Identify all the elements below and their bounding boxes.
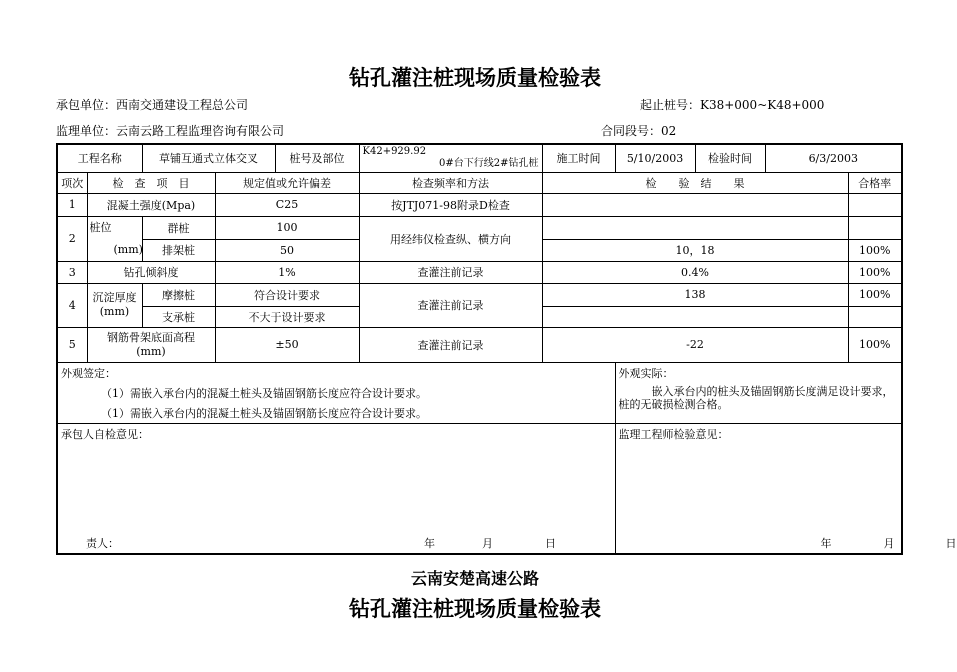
location-stake: K42+929.92: [362, 146, 427, 158]
supervisor-day: 日: [945, 537, 957, 550]
row-spec: ±50: [215, 327, 359, 362]
row-no: 1: [57, 193, 87, 216]
table-row: [57, 193, 902, 216]
row-item-unit: (mm): [99, 305, 130, 318]
row-method: 用经纬仪检查纵、横方向: [359, 216, 542, 261]
row-result: 10，18: [542, 240, 848, 261]
row-rate: [848, 306, 902, 327]
row-item: [87, 216, 142, 261]
supervisor-opinion: [615, 423, 957, 554]
row-result: [542, 216, 848, 240]
appearance-check-1: （1）需嵌入承台内的混凝土桩头及锚固钢筋长度应符合设计要求。: [101, 386, 427, 400]
row-result: [542, 306, 848, 327]
row-no: 2: [57, 216, 87, 261]
row-item-name: 沉淀厚度: [92, 291, 137, 304]
row-method: 查灌注前记录: [359, 261, 542, 283]
row-no: 5: [57, 327, 87, 362]
col-no: 项次: [57, 172, 87, 193]
row-item-name: 钢筋骨架底面高程: [107, 330, 195, 344]
table-row: [57, 216, 902, 240]
row-item-unit: (mm): [113, 242, 143, 256]
col-method: 检查频率和方法: [359, 172, 542, 193]
row-item: 钻孔倾斜度: [87, 261, 215, 283]
row-no: 4: [57, 283, 87, 327]
project-row: [57, 144, 902, 172]
contract-section: 合同段号：02: [601, 124, 677, 138]
supervisor-month: 月: [883, 537, 895, 550]
row-result: 0.4%: [542, 261, 848, 283]
row-subitem: 摩擦桩: [142, 283, 215, 306]
road-name: 云南安楚高速公路: [410, 569, 539, 588]
row-rate: [848, 216, 902, 240]
build-time-value: 5/10/2003: [615, 144, 695, 172]
project-name-label: 工程名称: [57, 144, 142, 172]
row-rate: 100%: [848, 283, 902, 306]
project-name-value: 草铺互通式立体交叉: [142, 144, 275, 172]
inspection-table: [56, 143, 957, 555]
location-label: 桩号及部位: [275, 144, 359, 172]
row-item: 混凝土强度(Mpa): [87, 193, 215, 216]
appearance-row: [57, 362, 902, 423]
row-rate: 100%: [848, 261, 902, 283]
location-part: 0#台下行线2#钻孔桩: [439, 158, 539, 170]
appearance-check: [57, 362, 615, 423]
table-row: [57, 327, 902, 362]
col-item: 检 查 项 目: [87, 172, 215, 193]
row-item-name: 桩位: [89, 220, 112, 234]
row-spec: 100: [215, 216, 359, 240]
opinion-row: [57, 423, 902, 554]
appearance-actual-text: 嵌入承台内的桩头及锚固钢筋长度满足设计要求，桩的无破损检测合格。: [618, 384, 894, 411]
appearance-actual: [615, 362, 902, 423]
supervisor-year: 年: [820, 537, 832, 550]
row-result: -22: [542, 327, 848, 362]
build-time-label: 施工时间: [542, 144, 615, 172]
row-method: 查灌注前记录: [359, 327, 542, 362]
row-spec: C25: [215, 193, 359, 216]
supervisor-opinion-label: 监理工程师检验意见：: [618, 427, 729, 441]
row-rate: 100%: [848, 240, 902, 261]
row-no: 3: [57, 261, 87, 283]
contractor-unit: 承包单位：西南交通建设工程总公司: [56, 98, 249, 112]
responsible-label: 责人：: [86, 537, 119, 550]
row-spec: 不大于设计要求: [215, 306, 359, 327]
contractor-day: 日: [545, 537, 556, 550]
row-item-unit: (mm): [136, 344, 166, 358]
col-spec: 规定值或允许偏差: [215, 172, 359, 193]
contractor-year: 年: [424, 537, 435, 550]
row-spec: 符合设计要求: [215, 283, 359, 306]
row-spec: 1%: [215, 261, 359, 283]
contractor-opinion: [57, 423, 615, 554]
appearance-check-2: （1）需嵌入承台内的混凝土桩头及锚固钢筋长度应符合设计要求。: [101, 406, 427, 420]
row-subitem: 排架桩: [142, 240, 215, 261]
table-row: [57, 283, 902, 306]
row-result: 138: [542, 283, 848, 306]
row-method: 按JTJ071-98附录D检查: [359, 193, 542, 216]
row-subitem: 群桩: [142, 216, 215, 240]
table-row: [57, 261, 902, 283]
row-rate: [848, 193, 902, 216]
col-result: 检 验 结 果: [542, 172, 848, 193]
row-item: [87, 283, 142, 327]
appearance-check-label: 外观签定：: [61, 366, 116, 380]
row-spec: 50: [215, 240, 359, 261]
col-rate: 合格率: [848, 172, 902, 193]
contractor-opinion-label: 承包人自检意见：: [61, 427, 149, 441]
column-header-row: [57, 172, 902, 193]
stake-range: 起止桩号：K38+000~K48+000: [640, 98, 825, 112]
row-item: [87, 327, 215, 362]
contractor-month: 月: [482, 537, 493, 550]
location-value: [359, 144, 542, 172]
row-result: [542, 193, 848, 216]
inspect-time-value: 6/3/2003: [765, 144, 902, 172]
row-rate: 100%: [848, 327, 902, 362]
page-title: 钻孔灌注桩现场质量检验表: [349, 66, 601, 90]
inspect-time-label: 检验时间: [695, 144, 765, 172]
repeat-title: 钻孔灌注桩现场质量检验表: [349, 597, 601, 621]
appearance-actual-label: 外观实际：: [618, 366, 674, 380]
row-method: 查灌注前记录: [359, 283, 542, 327]
supervisor-unit: 监理单位：云南云路工程监理咨询有限公司: [56, 124, 285, 138]
row-subitem: 支承桩: [142, 306, 215, 327]
